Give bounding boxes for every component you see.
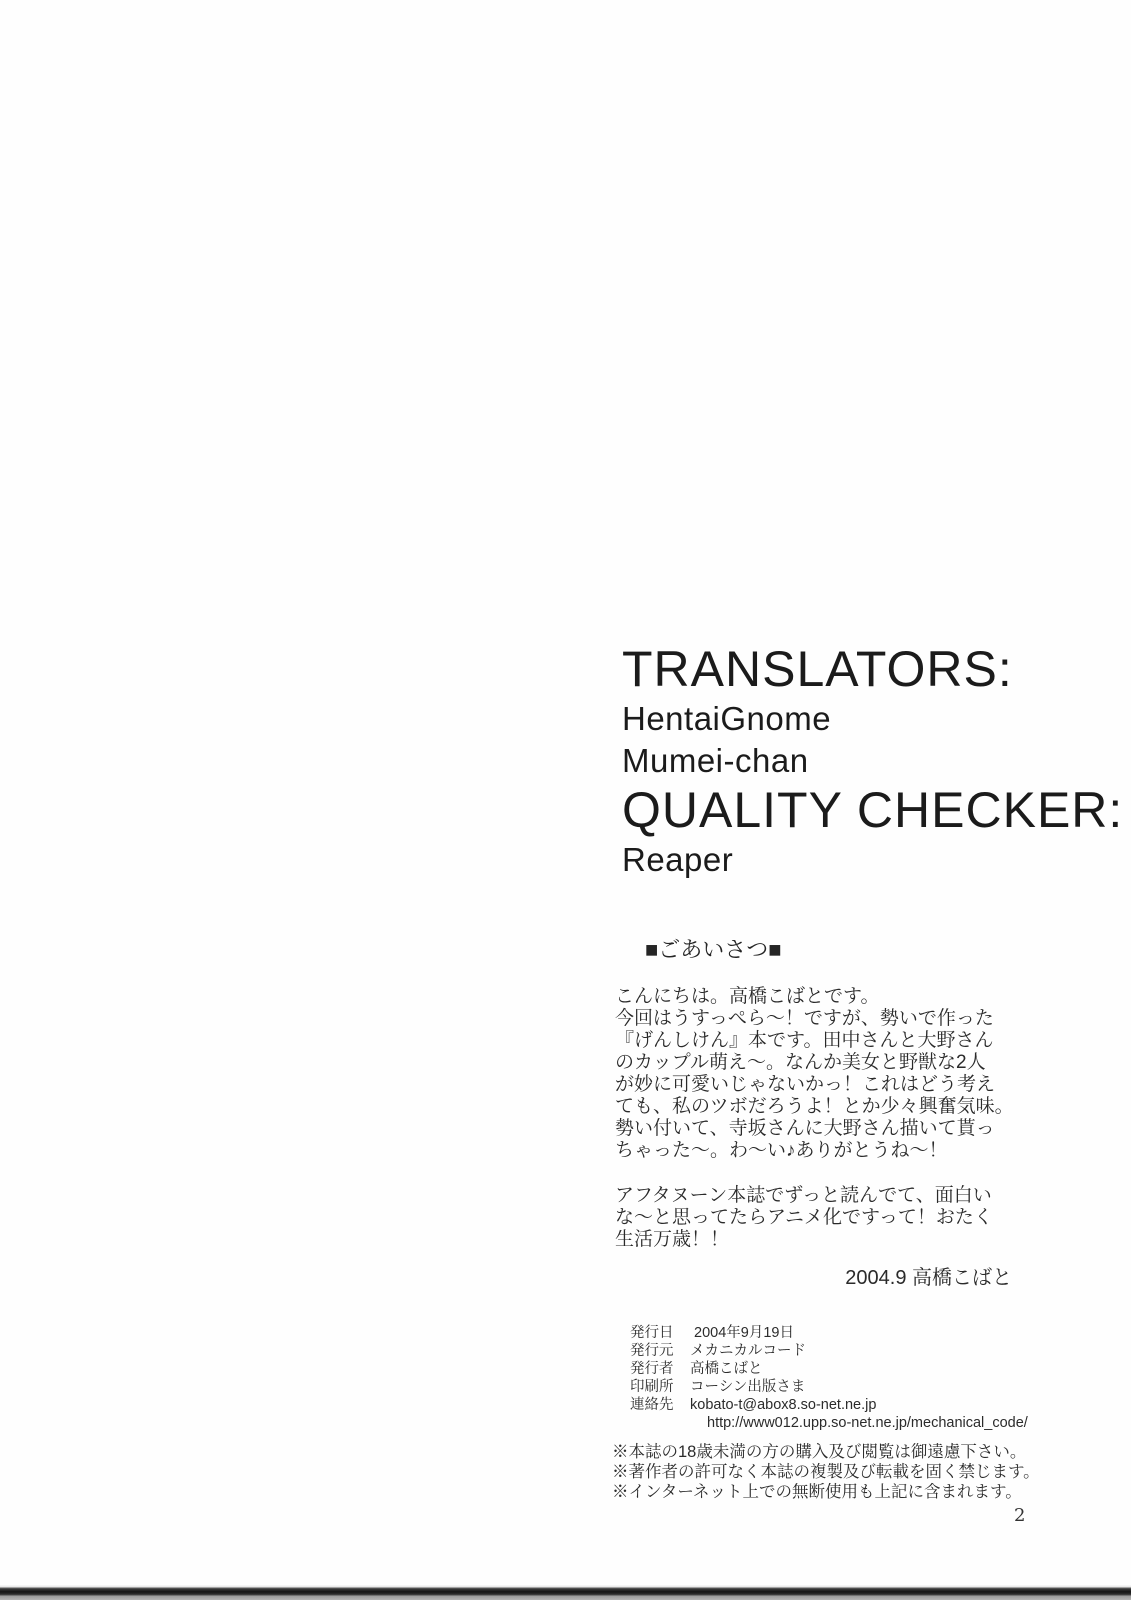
colophon-label [630, 1414, 676, 1432]
quality-checker-heading: QUALITY CHECKER: [622, 782, 1124, 838]
colophon-label: 発行者 [630, 1361, 674, 1377]
colophon-url: http://www012.upp.so-net.ne.jp/mechanical_code/ [707, 1415, 1028, 1431]
translators-heading: TRANSLATORS: [622, 641, 1013, 697]
text-line: 『げんしけん』本です。田中さんと大野さん [615, 1030, 994, 1051]
colophon-row [630, 1414, 1028, 1432]
colophon-row [630, 1396, 1028, 1414]
colophon-value: 2004年9月19日 [690, 1325, 794, 1341]
greeting-paragraph-2 [615, 1185, 1015, 1251]
translator-name: Mumei-chan [622, 742, 809, 779]
text-line: ちゃった～。わ～い♪ありがとうね～！ [615, 1140, 948, 1161]
disclaimer-line: ※本誌の18歳未満の方の購入及び閲覧は御遠慮下さい。 [612, 1443, 1027, 1461]
text-line: 生活万歳！！ [615, 1229, 730, 1250]
text-line: 今回はうすっぺら～！ですが、勢いで作った [615, 1008, 994, 1029]
disclaimer-line: ※インターネット上での無断使用も上記に含まれます。 [612, 1483, 1022, 1501]
colophon-row [630, 1342, 1028, 1360]
colophon-label: 印刷所 [630, 1379, 674, 1395]
colophon-label: 発行日 [630, 1325, 674, 1341]
credits-block [622, 641, 1123, 881]
colophon-label: 連絡先 [630, 1397, 674, 1413]
scan-edge-bar [0, 1585, 1131, 1600]
colophon-label: 発行元 [630, 1343, 674, 1359]
colophon [630, 1324, 1028, 1432]
text-line: な～と思ってたらアニメ化ですって！おたく [615, 1207, 993, 1228]
disclaimer-line: ※著作者の許可なく本誌の複製及び転載を固く禁じます。 [612, 1463, 1040, 1481]
quality-checker-name: Reaper [622, 841, 734, 878]
colophon-row [630, 1360, 1028, 1378]
page-number: 2 [1014, 1505, 1026, 1526]
greeting-paragraph-1 [615, 986, 1015, 1162]
disclaimer-block [612, 1442, 1040, 1502]
signature: 2004.9 高橋こばと [845, 1267, 1012, 1289]
colophon-email: kobato-t@abox8.so-net.ne.jp [690, 1397, 877, 1413]
text-line: アフタヌーン本誌でずっと読んでて、面白い [615, 1185, 992, 1206]
colophon-row [630, 1324, 1028, 1342]
text-line: 勢い付いて、寺坂さんに大野さん描いて貰っ [615, 1118, 995, 1139]
translator-name: HentaiGnome [622, 700, 832, 737]
colophon-value: メカニカルコード [690, 1343, 806, 1359]
text-line: が妙に可愛いじゃないかっ！これはどう考え [615, 1074, 996, 1095]
colophon-value: コーシン出版さま [690, 1379, 806, 1395]
greeting-header: ■ごあいさつ■ [645, 937, 782, 962]
colophon-value: 高橋こばと [690, 1361, 763, 1377]
colophon-row [630, 1378, 1028, 1396]
text-line: のカップル萌え～。なんか美女と野獣な2人 [615, 1052, 986, 1073]
text-line: こんにちは。高橋こばとです。 [615, 986, 880, 1007]
text-line: ても、私のツボだろうよ！とか少々興奮気味。 [615, 1096, 1014, 1117]
